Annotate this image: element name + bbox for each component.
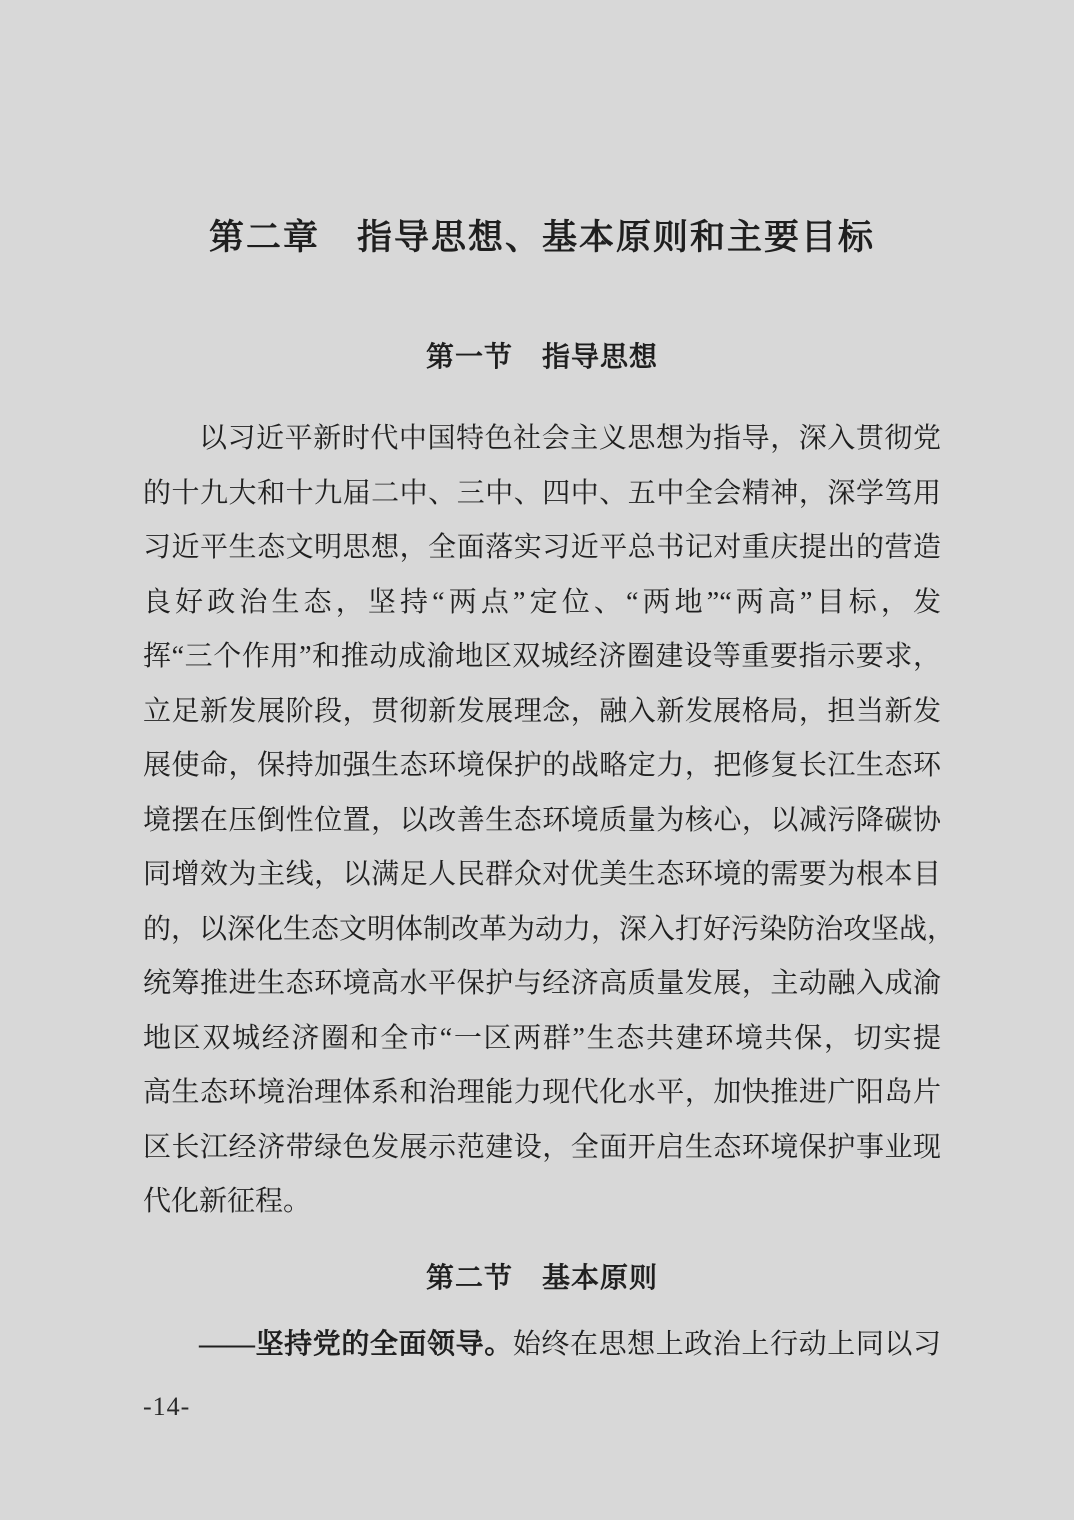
paragraph-line: [143, 1318, 941, 1373]
paragraph-line: 同增效为主线，以满足人民群众对优美生态环境的需要为根本目: [143, 859, 941, 890]
section-1-paragraph: [143, 412, 956, 1230]
paragraph-line: 展使命，保持加强生态环境保护的战略定力，把修复长江生态环: [143, 750, 941, 781]
paragraph-lead-bold: ——坚持党的全面领导。: [199, 1328, 513, 1360]
paragraph-line: 统筹推进生态环境高水平保护与经济高质量发展，主动融入成渝: [143, 968, 941, 999]
paragraph-line: 的，以深化生态文明体制改革为动力，深入打好污染防治攻坚战，: [143, 913, 956, 945]
paragraph-line: 以习近平新时代中国特色社会主义思想为指导，深入贯彻党: [199, 423, 941, 454]
paragraph-line: 挥“三个作用”和推动成渝地区双城经济圈建设等重要指示要求，: [143, 641, 941, 672]
chapter-title: 第二章 指导思想、基本原则和主要目标: [208, 218, 875, 257]
page-number: -14-: [143, 1392, 191, 1421]
section-2-title: 第二节 基本原则: [425, 1261, 658, 1293]
paragraph-line: 高生态环境治理体系和治理能力现代化水平，加快推进广阳岛片: [143, 1077, 941, 1108]
paragraph-line: 境摆在压倒性位置，以改善生态环境质量为核心，以减污降碳协: [143, 804, 941, 836]
page-content: [143, 0, 956, 1372]
paragraph-line: 习近平生态文明思想，全面落实习近平总书记对重庆提出的营造: [143, 532, 941, 563]
paragraph-line: 良好政治生态，坚持“两点”定位、“两地”“两高”目标，发: [143, 586, 941, 618]
section-2-paragraph: [143, 1318, 941, 1373]
paragraph-line: 立足新发展阶段，贯彻新发展理念，融入新发展格局，担当新发: [143, 695, 941, 727]
section-1-title: 第一节 指导思想: [425, 341, 658, 372]
paragraph-line: 地区双城经济圈和全市“一区两群”生态共建环境共保，切实提: [143, 1022, 941, 1054]
paragraph-line: 代化新征程。: [143, 1186, 312, 1217]
paragraph-line: 区长江经济带绿色发展示范建设，全面开启生态环境保护事业现: [143, 1131, 941, 1163]
paragraph-rest: 始终在思想上政治上行动上同以习: [512, 1328, 941, 1360]
paragraph-line: 的十九大和十九届二中、三中、四中、五中全会精神，深学笃用: [143, 477, 941, 509]
